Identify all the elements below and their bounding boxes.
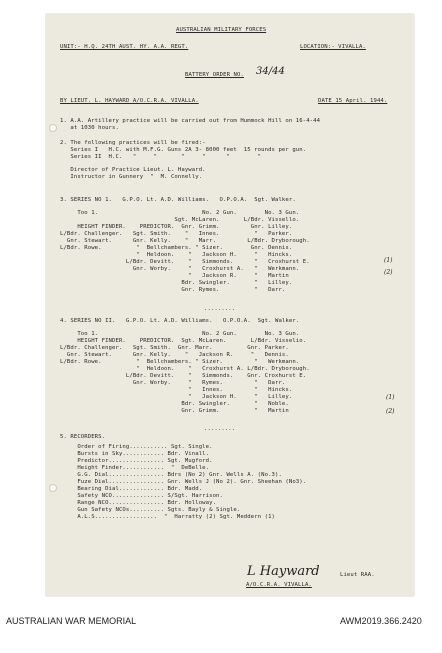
recorder-row: Bearing Dial............. Bdr. Madd. — [60, 486, 203, 492]
recorder-row: Safety NCO............... S/Sgt. Harrison. — [60, 493, 223, 499]
unit-line: UNIT:- H.Q. 24TH AUST. HY. A.A. REGT. — [60, 44, 189, 50]
footer-institution: AUSTRALIAN WAR MEMORIAL — [6, 616, 137, 626]
item-2: 2. The following practices will be fired:- — [60, 140, 206, 146]
footer-accession-number: AWM2019.366.2420 — [340, 616, 422, 626]
series-1-row: Too 1. No. 2 Gun. No. 3 Gun. — [60, 210, 300, 216]
signature-rank: Lieut RAA. — [340, 572, 375, 578]
series-2-row: HEIGHT FINDER. PREDICTOR. Sgt. McLaren. L/Bdr. Visselio. — [60, 338, 307, 344]
date-line: DATE 15 April. 1944. — [318, 98, 388, 104]
series-2-row: " Heldoon. " Croxhurst A. L/Bdr. Dryborough. — [60, 366, 310, 372]
recorders-heading: 5. RECORDERS. — [60, 434, 106, 440]
series-1-row: Gnr. Worby. " Croxhurst A. " Werkmann. — [60, 266, 300, 272]
series-1-row: L/Bdr. Rowe. " Bellchambers. " Sizer. Gnr. Dennis. — [60, 245, 293, 251]
margin-annotation: (2) — [384, 269, 393, 276]
signature-title: A/O.C.R.A. VIVALLA. — [246, 582, 312, 588]
series-2-row: Bdr. Swingler. " Noble. — [60, 401, 289, 407]
series-2-row: Gnr. Worby. " Rymes. " Darr. — [60, 380, 286, 386]
item-2-series-2: Series II H.C. " " " " " " — [60, 154, 262, 160]
series-1-row: Gnr. Rymes. " Darr. — [60, 287, 286, 293]
punch-hole — [49, 124, 57, 132]
series-2-row: Gnr. Grimm. " Martin — [60, 408, 289, 414]
handwritten-signature: L Hayward — [247, 564, 320, 579]
punch-hole — [49, 484, 57, 492]
document-title: AUSTRALIAN MILITARY FORCES — [176, 27, 267, 33]
separator-dots: ......... — [204, 306, 236, 312]
series-2-row: " Jackson H. " Lilley. — [60, 394, 293, 400]
item-1: 1. A.A. Artillery practice will be carried out from Hummock Hill on 16-4-44 — [60, 118, 321, 124]
recorder-row: Bursts in Sky............ Bdr. Vinall. — [60, 451, 210, 457]
series-2-row: L/Bdr. Rowe. " Bellchambers. " Sizer. " Werkmann. — [60, 359, 300, 365]
margin-annotation: (1) — [386, 394, 395, 401]
margin-annotation: (1) — [384, 257, 393, 264]
series-2-row: Gnr. Stewart. Gnr. Kelly. " Jackson R. " Dennis. — [60, 352, 289, 358]
recorder-row: A.L.S.................. " Harratty (2) Sgt. Meddern (1) — [60, 514, 275, 520]
recorder-row: Gun Safety NCOs.......... Sgts. Bayly & Single. — [60, 507, 241, 513]
instructor-line: Instructor in Gunnery " M. Connelly. — [60, 174, 203, 180]
series-1-row: L/Bdr. Devitt. " Simmonds. " Croxhurst E. — [60, 259, 310, 265]
series-1-row: L/Bdr. Challenger. Sgt. Smith. " Innes. " Parker. — [60, 231, 293, 237]
item-2-series-1: Series I H.C. with M.F.G. Guns 2A 3- 8000 feet 15 rounds per gun. — [60, 147, 307, 153]
series-2-row: L/Bdr. Challenger. Sgt. Smith. Gnr. Marr. Gnr. Parker. — [60, 345, 289, 351]
recorder-row: Height Finder............ " DeBelle. — [60, 465, 210, 471]
item-1-cont: at 1030 hours. — [60, 125, 119, 131]
order-number-handwritten: 34/44 — [256, 66, 285, 77]
order-label: BATTERY ORDER NO. — [185, 72, 244, 78]
series-1-row: Bdr. Swingler. " Lilley. — [60, 280, 293, 286]
location-line: LOCATION:- VIVALLA. — [300, 44, 366, 50]
series-1-row: " Jackson R. " Martin — [60, 273, 289, 279]
series-1-row: Sgt. McLaren. L/Bdr. Vissello. — [60, 217, 300, 223]
series-2-heading: 4. SERIES NO II. G.P.O. Lt. A.D. Williams. O.P.O.A. Sgt. Walker. — [60, 318, 300, 324]
by-line: BY LIEUT. L. HAYWARD A/O.C.R.A. VIVALLA. — [60, 98, 199, 104]
recorder-row: G.G. Dial................ Bdrs (No 2) Gnr. Wells A. (No.3). — [60, 472, 282, 478]
recorder-row: Predictor................ Sgt. Mugford. — [60, 458, 213, 464]
separator-dots: ......... — [204, 426, 236, 432]
series-1-row: Gnr. Stewart. Gnr. Kelly. " Marr. L/Bdr. Dryborough. — [60, 238, 310, 244]
series-1-heading: 3. SERIES NO 1. G.P.O. Lt. A.D. Williams. O.P.O.A. Sgt. Walker. — [60, 197, 296, 203]
series-2-row: Too 1. No. 2 Gun. No. 3 Gun. — [60, 331, 300, 337]
series-2-row: " Innes. " Hincks. — [60, 387, 293, 393]
series-1-row: HEIGHT FINDER. PREDICTOR. Gnr. Grimm. Gnr. Lilley. — [60, 224, 293, 230]
director-line: Director of Practice Lieut. L. Hayward. — [60, 167, 206, 173]
series-1-row: " Heldoon. " Jackson H. " Hincks. — [60, 252, 293, 258]
recorder-row: Range NCO................ Bdr. Holloway. — [60, 500, 217, 506]
recorder-row: Order of Firing........... Sgt. Single. — [60, 444, 213, 450]
margin-annotation: (2) — [386, 408, 395, 415]
series-2-row: L/Bdr. Devitt. " Simmonds. Gnr. Croxhurst E. — [60, 373, 307, 379]
recorder-row: Fuze Dial................ Gnr. Wells J (No 2). Gnr. Sheehan (No3). — [60, 479, 307, 485]
